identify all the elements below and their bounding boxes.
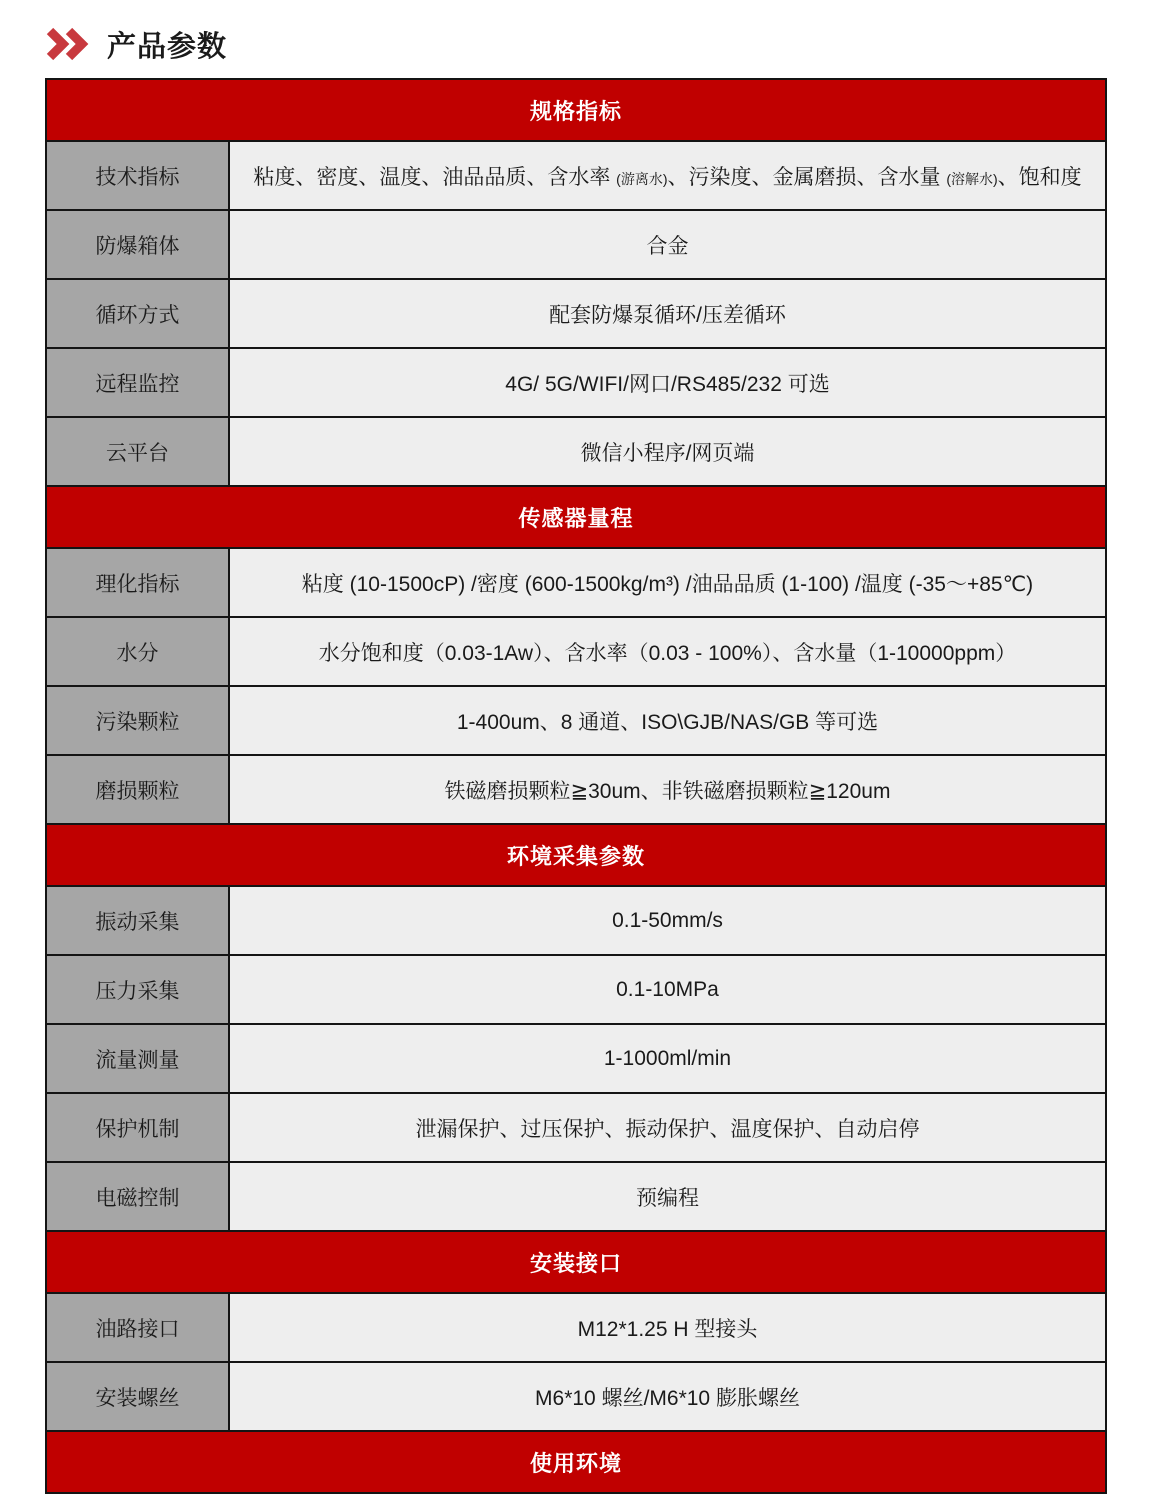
row-label-cell: 污染颗粒 (46, 686, 229, 755)
product-spec-table (45, 78, 1107, 1494)
row-label-cell: 保护机制 (46, 1093, 229, 1162)
row-value-cell: 配套防爆泵循环/压差循环 (229, 279, 1106, 348)
section-header-sensor-range: 传感器量程 (46, 486, 1106, 548)
table-row (46, 886, 1106, 955)
row-label-cell: 循环方式 (46, 279, 229, 348)
row-label-cell: 防爆箱体 (46, 210, 229, 279)
row-value-cell: 1-400um、8 通道、ISO\GJB/NAS/GB 等可选 (229, 686, 1106, 755)
row-label-cell: 远程监控 (46, 348, 229, 417)
table-row (46, 1362, 1106, 1431)
row-value-cell: 铁磁磨损颗粒≧30um、非铁磁磨损颗粒≧120um (229, 755, 1106, 824)
page-title-bar (45, 20, 1107, 68)
value-text: 、饱和度 (997, 165, 1082, 189)
table-row (46, 1293, 1106, 1362)
table-row (46, 617, 1106, 686)
table-section-row (46, 824, 1106, 886)
row-value-cell: 泄漏保护、过压保护、振动保护、温度保护、自动启停 (229, 1093, 1106, 1162)
double-chevron-right-icon (45, 27, 93, 61)
value-text: 、污染度、金属磨损、含水量 (667, 165, 947, 189)
row-label-cell: 安装螺丝 (46, 1362, 229, 1431)
row-value-cell: 0.1-10MPa (229, 955, 1106, 1024)
row-value-cell: 水分饱和度（0.03-1Aw）、含水率（0.03 - 100%）、含水量（1-10000ppm） (229, 617, 1106, 686)
table-row (46, 1162, 1106, 1231)
row-label-cell: 油路接口 (46, 1293, 229, 1362)
table-row (46, 955, 1106, 1024)
row-value-cell: 粘度 (10-1500cP) /密度 (600-1500kg/m³) /油品品质 (1-100) /温度 (-35～+85℃) (229, 548, 1106, 617)
table-row (46, 348, 1106, 417)
row-value-cell: 4G/ 5G/WIFI/网口/RS485/232 可选 (229, 348, 1106, 417)
row-label-cell: 水分 (46, 617, 229, 686)
row-value-cell: 合金 (229, 210, 1106, 279)
section-header-environment: 环境采集参数 (46, 824, 1106, 886)
table-section-row (46, 1431, 1106, 1493)
value-text-small: (溶解水) (946, 170, 998, 187)
row-value-cell: 1-1000ml/min (229, 1024, 1106, 1093)
row-label-cell: 磨损颗粒 (46, 755, 229, 824)
section-header-installation: 安装接口 (46, 1231, 1106, 1293)
section-header-usage-environment: 使用环境 (46, 1431, 1106, 1493)
row-label-cell: 流量测量 (46, 1024, 229, 1093)
row-value-cell: 预编程 (229, 1162, 1106, 1231)
row-value-cell: 0.1-50mm/s (229, 886, 1106, 955)
table-row (46, 210, 1106, 279)
value-text: 粘度、密度、温度、油品品质、含水率 (253, 165, 617, 189)
table-row (46, 279, 1106, 348)
row-label-cell: 云平台 (46, 417, 229, 486)
table-row (46, 141, 1106, 210)
row-value-cell (229, 141, 1106, 210)
table-row (46, 1024, 1106, 1093)
table-section-row (46, 486, 1106, 548)
table-row (46, 1093, 1106, 1162)
page-title: 产品参数 (107, 30, 228, 63)
row-label-cell: 压力采集 (46, 955, 229, 1024)
table-row (46, 417, 1106, 486)
row-label-cell: 振动采集 (46, 886, 229, 955)
row-label-cell: 技术指标 (46, 141, 229, 210)
value-text-small: (游离水) (616, 170, 668, 187)
row-value-cell: M6*10 螺丝/M6*10 膨胀螺丝 (229, 1362, 1106, 1431)
row-value-cell: M12*1.25 H 型接头 (229, 1293, 1106, 1362)
table-row (46, 755, 1106, 824)
table-section-row (46, 79, 1106, 141)
table-row (46, 686, 1106, 755)
section-header-spec: 规格指标 (46, 79, 1106, 141)
table-row (46, 548, 1106, 617)
row-label-cell: 理化指标 (46, 548, 229, 617)
table-section-row (46, 1231, 1106, 1293)
row-label-cell: 电磁控制 (46, 1162, 229, 1231)
row-value-cell: 微信小程序/网页端 (229, 417, 1106, 486)
